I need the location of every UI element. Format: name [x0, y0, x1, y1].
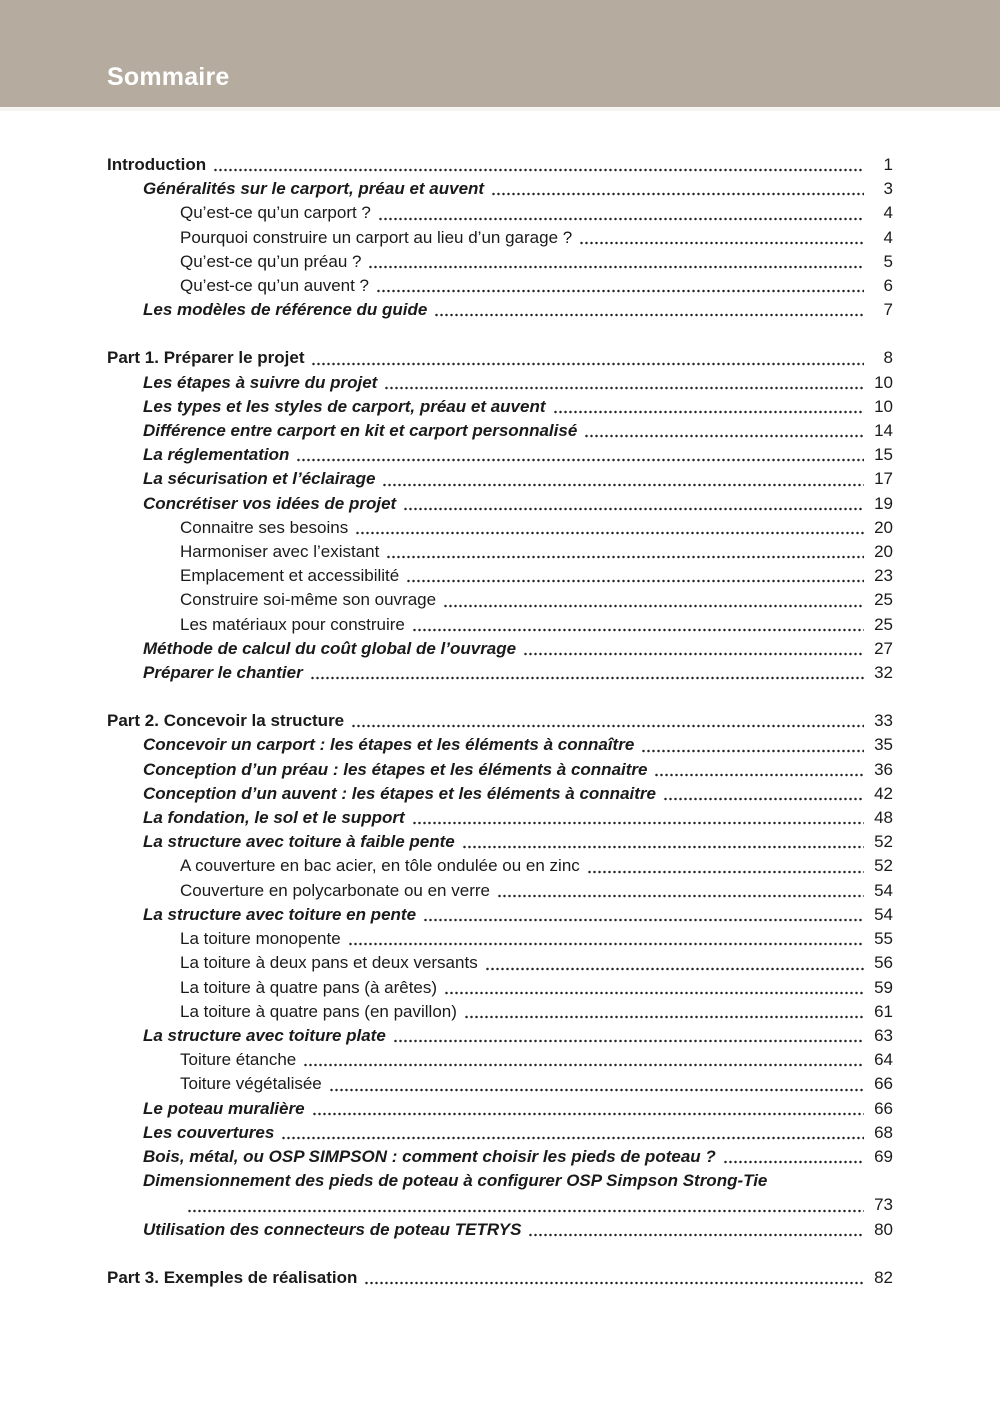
- toc-entry-label: La structure avec toiture plate: [143, 1025, 386, 1045]
- toc-entry-label: Construire soi-même son ouvrage: [180, 590, 437, 610]
- dot-leader: [663, 796, 864, 802]
- toc-entry: [107, 298, 893, 322]
- toc-section-part-2: [107, 709, 893, 1241]
- dot-leader: [296, 457, 864, 463]
- page-title: Sommaire: [107, 63, 230, 91]
- dot-leader: [329, 1087, 864, 1093]
- toc-entry: [107, 613, 893, 637]
- dot-leader: [443, 603, 864, 609]
- toc-entry-label: Emplacement et accessibilité: [180, 566, 400, 586]
- toc-entry-label: Préparer le chantier: [143, 663, 303, 683]
- toc-entry: [107, 782, 893, 806]
- toc-entry-page: 54: [874, 880, 893, 900]
- toc-entry-label: La fondation, le sol et le support: [143, 808, 405, 828]
- toc-entry: [107, 709, 893, 733]
- dot-leader: [579, 240, 864, 246]
- dot-leader: [412, 627, 864, 633]
- dot-leader: [423, 917, 864, 923]
- toc-entry-page: 69: [874, 1146, 893, 1166]
- dot-leader: [310, 675, 864, 681]
- toc-entry: [107, 661, 893, 685]
- toc-entry-page: 6: [883, 276, 893, 296]
- toc-entry: [107, 1024, 893, 1048]
- dot-leader: [641, 748, 864, 754]
- toc-entry-page: 66: [874, 1098, 893, 1118]
- dot-leader: [311, 361, 864, 367]
- toc-entry-label: Les couvertures: [143, 1122, 275, 1142]
- toc-entry-label: Méthode de calcul du coût global de l’ouvrage: [143, 638, 517, 658]
- toc-entry: [107, 976, 893, 1000]
- toc-entry-label: Les modèles de référence du guide: [143, 300, 428, 320]
- toc-section-introduction: [107, 153, 893, 322]
- toc-entry-page: 19: [874, 493, 893, 513]
- toc-entry-page: 80: [874, 1219, 893, 1239]
- toc-entry-label: Part 1. Préparer le projet: [107, 348, 305, 368]
- toc-entry-page: 64: [874, 1050, 893, 1070]
- toc-entry-label: La structure avec toiture en pente: [143, 904, 417, 924]
- toc-entry-page: 5: [883, 251, 893, 271]
- dot-leader: [444, 990, 864, 996]
- toc-entry-page: 8: [883, 348, 893, 368]
- toc-entry: [107, 371, 893, 395]
- toc-entry-label: Bois, métal, ou OSP SIMPSON : comment choisir les pieds de poteau ?: [143, 1146, 716, 1166]
- toc-entry-label: La toiture à deux pans et deux versants: [180, 953, 478, 973]
- toc-entry-page: 23: [874, 566, 893, 586]
- toc-entry: [107, 1169, 893, 1193]
- toc-entry-page: 35: [874, 735, 893, 755]
- toc-entry-page: 32: [874, 663, 893, 683]
- toc-entry-page: 3: [883, 179, 893, 199]
- toc-entry-label: Les types et les styles de carport, préau et auvent: [143, 396, 546, 416]
- toc-section-part-1: [107, 346, 893, 685]
- dot-leader: [213, 167, 864, 173]
- toc-entry: [107, 419, 893, 443]
- dot-leader: [403, 506, 864, 512]
- dot-leader: [355, 530, 864, 536]
- dot-leader: [364, 1280, 864, 1286]
- dot-leader: [497, 893, 864, 899]
- toc-entry: [107, 1000, 893, 1024]
- toc-entry-page: 52: [874, 856, 893, 876]
- dot-leader: [187, 1208, 864, 1214]
- toc-entry-page: 66: [874, 1074, 893, 1094]
- toc-entry-page: 25: [874, 614, 893, 634]
- toc-entry-label: Part 3. Exemples de réalisation: [107, 1267, 358, 1287]
- table-of-contents: [0, 111, 1000, 1290]
- toc-entry-page: 27: [874, 638, 893, 658]
- toc-entry: [107, 250, 893, 274]
- dot-leader: [654, 772, 864, 778]
- dot-leader: [348, 941, 864, 947]
- toc-entry-label: Qu’est-ce qu’un préau ?: [180, 251, 362, 271]
- toc-entry-page: 10: [874, 372, 893, 392]
- dot-leader: [281, 1135, 864, 1141]
- toc-entry: [107, 274, 893, 298]
- toc-entry-page: 14: [874, 421, 893, 441]
- toc-entry-label: La toiture à quatre pans (en pavillon): [180, 1001, 457, 1021]
- toc-section-part-3: [107, 1266, 893, 1290]
- toc-entry: [107, 854, 893, 878]
- toc-entry: [107, 733, 893, 757]
- toc-entry: [107, 201, 893, 225]
- dot-leader: [528, 1232, 864, 1238]
- toc-entry-label: Les matériaux pour construire: [180, 614, 405, 634]
- toc-entry: [107, 830, 893, 854]
- dot-leader: [434, 312, 864, 318]
- toc-entry: [107, 516, 893, 540]
- toc-entry: [107, 1097, 893, 1121]
- toc-entry-page: 73: [874, 1195, 893, 1215]
- toc-entry-label: Introduction: [107, 155, 207, 174]
- toc-entry: [107, 903, 893, 927]
- toc-entry: [107, 564, 893, 588]
- toc-entry-label: Utilisation des connecteurs de poteau TETRYS: [143, 1219, 522, 1239]
- toc-entry-page: 25: [874, 590, 893, 610]
- toc-entry-label: Toiture étanche: [180, 1050, 297, 1070]
- dot-leader: [406, 578, 864, 584]
- toc-entry-page: 4: [883, 227, 893, 247]
- toc-entry-label: Généralités sur le carport, préau et auvent: [143, 179, 485, 199]
- toc-entry-label: Connaitre ses besoins: [180, 517, 349, 537]
- dot-leader: [584, 433, 864, 439]
- dot-leader: [384, 385, 864, 391]
- toc-entry-page: 10: [874, 396, 893, 416]
- toc-entry-label: Conception d’un auvent : les étapes et les éléments à connaitre: [143, 783, 656, 803]
- toc-entry: [107, 226, 893, 250]
- toc-entry-label: Qu’est-ce qu’un auvent ?: [180, 276, 370, 296]
- toc-entry: [107, 467, 893, 491]
- toc-entry: [107, 540, 893, 564]
- dot-leader: [351, 723, 864, 729]
- toc-entry-page: 59: [874, 977, 893, 997]
- toc-entry: [107, 588, 893, 612]
- toc-entry-page: 54: [874, 904, 893, 924]
- toc-entry: [107, 1121, 893, 1145]
- toc-entry-page: 55: [874, 929, 893, 949]
- toc-entry-page: 1: [883, 155, 893, 174]
- toc-entry-label: La structure avec toiture à faible pente: [143, 832, 455, 852]
- toc-entry: [107, 1193, 893, 1217]
- toc-entry-label: La réglementation: [143, 445, 290, 465]
- page-header: [0, 0, 1000, 107]
- dot-leader: [587, 869, 864, 875]
- toc-entry-page: 56: [874, 953, 893, 973]
- toc-entry: [107, 879, 893, 903]
- toc-entry-page: 82: [874, 1267, 893, 1287]
- toc-entry: [107, 637, 893, 661]
- toc-entry-label: La toiture à quatre pans (à arêtes): [180, 977, 438, 997]
- toc-entry-page: 48: [874, 808, 893, 828]
- toc-entry-label: Le poteau muralière: [143, 1098, 305, 1118]
- toc-entry: [107, 951, 893, 975]
- toc-entry-label: Qu’est-ce qu’un carport ?: [180, 203, 371, 223]
- dot-leader: [393, 1038, 864, 1044]
- toc-entry: [107, 346, 893, 370]
- toc-entry-page: 33: [874, 711, 893, 731]
- toc-entry-page: 42: [874, 783, 893, 803]
- toc-entry-page: 7: [883, 300, 893, 320]
- toc-entry: [107, 1218, 893, 1242]
- toc-entry-label: Concrétiser vos idées de projet: [143, 493, 397, 513]
- toc-entry: [107, 395, 893, 419]
- toc-entry-label: Différence entre carport en kit et carport personnalisé: [143, 421, 578, 441]
- toc-entry-page: 52: [874, 832, 893, 852]
- toc-entry: [107, 927, 893, 951]
- dot-leader: [412, 820, 864, 826]
- toc-entry: [107, 492, 893, 516]
- dot-leader: [485, 966, 864, 972]
- toc-entry-page: 20: [874, 542, 893, 562]
- toc-entry-label: Couverture en polycarbonate ou en verre: [180, 880, 490, 900]
- toc-entry-label: Harmoniser avec l’existant: [180, 542, 380, 562]
- dot-leader: [386, 554, 864, 560]
- toc-entry-label: Toiture végétalisée: [180, 1074, 322, 1094]
- dot-leader: [378, 216, 864, 222]
- toc-entry-page: 61: [874, 1001, 893, 1021]
- toc-entry-label: La sécurisation et l’éclairage: [143, 469, 376, 489]
- toc-entry-label: Pourquoi construire un carport au lieu d’un garage ?: [180, 227, 573, 247]
- dot-leader: [312, 1111, 864, 1117]
- toc-entry-page: 17: [874, 469, 893, 489]
- toc-entry-label: Dimensionnement des pieds de poteau à configurer OSP Simpson Strong-Tie: [143, 1171, 768, 1191]
- toc-entry-page: 68: [874, 1122, 893, 1142]
- dot-leader: [553, 409, 865, 415]
- dot-leader: [382, 482, 864, 488]
- dot-leader: [376, 288, 864, 294]
- toc-entry: [107, 153, 893, 177]
- dot-leader: [303, 1062, 864, 1068]
- toc-entry-page: 4: [883, 203, 893, 223]
- dot-leader: [491, 191, 864, 197]
- dot-leader: [464, 1014, 864, 1020]
- toc-entry-label: Concevoir un carport : les étapes et les éléments à connaître: [143, 735, 635, 755]
- toc-entry: [107, 443, 893, 467]
- dot-leader: [723, 1159, 864, 1165]
- toc-entry: [107, 1048, 893, 1072]
- toc-entry: [107, 806, 893, 830]
- toc-entry: [107, 177, 893, 201]
- toc-entry-label: Les étapes à suivre du projet: [143, 372, 378, 392]
- toc-entry-page: 20: [874, 517, 893, 537]
- toc-entry-page: 15: [874, 445, 893, 465]
- dot-leader: [368, 264, 864, 270]
- toc-entry: [107, 1072, 893, 1096]
- toc-entry: [107, 758, 893, 782]
- dot-leader: [462, 844, 864, 850]
- toc-entry-page: 36: [874, 759, 893, 779]
- toc-entry-label: Conception d’un préau : les étapes et les éléments à connaitre: [143, 759, 648, 779]
- dot-leader: [523, 651, 864, 657]
- toc-entry-page: 63: [874, 1025, 893, 1045]
- toc-entry-label: A couverture en bac acier, en tôle ondulée ou en zinc: [180, 856, 580, 876]
- toc-entry: [107, 1145, 893, 1169]
- toc-entry-label: Part 2. Concevoir la structure: [107, 711, 345, 731]
- toc-entry: [107, 1266, 893, 1290]
- toc-entry-label: La toiture monopente: [180, 929, 341, 949]
